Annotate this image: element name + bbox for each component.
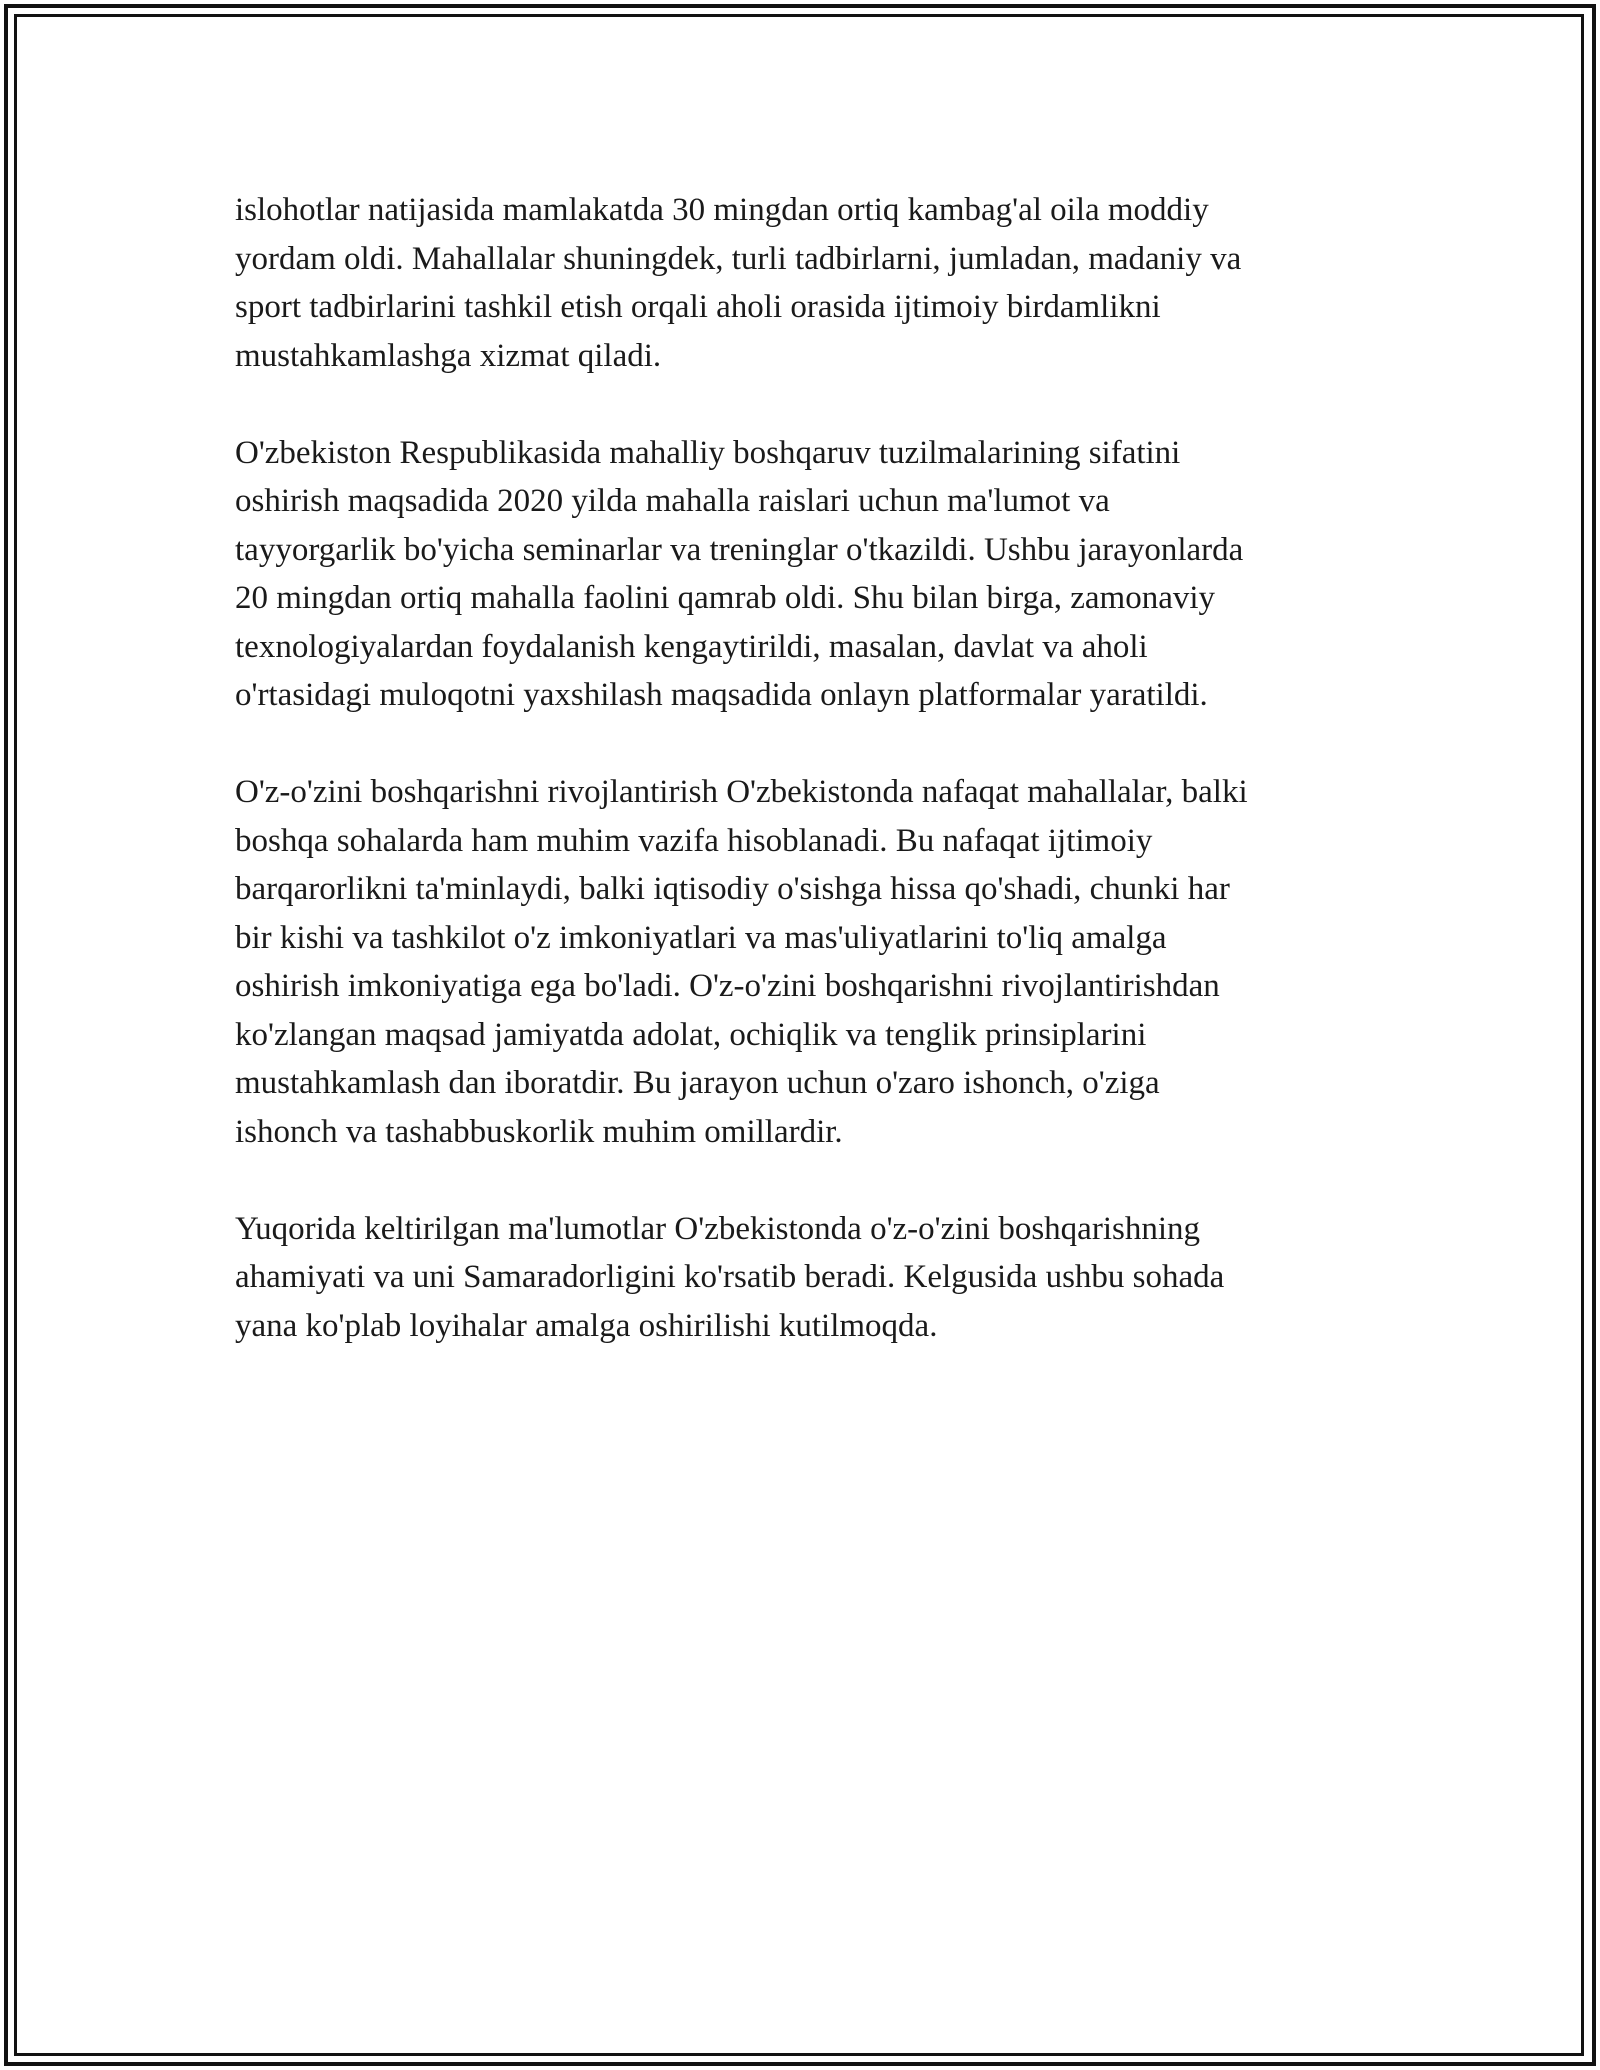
paragraph-line: mustahkamlash dan iboratdir. Bu jarayon uchun o'zaro ishonch, o'ziga xyxy=(235,1065,1160,1101)
paragraph-line: yana ko'plab loyihalar amalga oshirilishi kutilmoqda. xyxy=(235,1307,938,1344)
paragraph-line: O'zbekiston Respublikasida mahalliy boshqaruv tuzilmalarining sifatini xyxy=(235,434,1181,471)
paragraph-2 xyxy=(235,429,1365,720)
paragraph-line: islohotlar natijasida mamlakatda 30 mingdan ortiq kambag'al oila moddiy xyxy=(235,192,1209,228)
paragraph-line: bir kishi va tashkilot o'z imkoniyatlari va mas'uliyatlarini to'liq amalga xyxy=(235,919,1167,956)
paragraph-line: barqarorlikni ta'minlaydi, balki iqtisodiy o'sishga hissa qo'shadi, chunki har xyxy=(235,871,1230,907)
paragraph-line: ishonch va tashabbuskorlik muhim omillardir. xyxy=(235,1113,843,1150)
paragraph-line: tayyorgarlik bo'yicha seminarlar va treninglar o'tkazildi. Ushbu jarayonlarda xyxy=(235,531,1244,568)
paragraph-line: O'z-o'zini boshqarishni rivojlantirish O'zbekistonda nafaqat mahallalar, balki xyxy=(235,774,1248,810)
paragraph-line: texnologiyalardan foydalanish kengaytirildi, masalan, davlat va aholi xyxy=(235,628,1148,665)
paragraph-line: 20 mingdan ortiq mahalla faolini qamrab oldi. Shu bilan birga, zamonaviy xyxy=(235,580,1216,616)
paragraph-line: yordam oldi. Mahallalar shuningdek, turli tadbirlarni, jumladan, madaniy va xyxy=(235,240,1242,277)
paragraph-4 xyxy=(235,1205,1365,1351)
paragraph-line: mustahkamlashga xizmat qiladi. xyxy=(235,337,662,374)
document-body xyxy=(235,186,1365,1399)
paragraph-line: oshirish maqsadida 2020 yilda mahalla raislari uchun ma'lumot va xyxy=(235,483,1110,519)
paragraph-line: boshqa sohalarda ham muhim vazifa hisoblanadi. Bu nafaqat ijtimoiy xyxy=(235,822,1153,859)
paragraph-1 xyxy=(235,186,1365,380)
paragraph-line: o'rtasidagi muloqotni yaxshilash maqsadida onlayn platformalar yaratildi. xyxy=(235,677,1208,713)
paragraph-line: ko'zlangan maqsad jamiyatda adolat, ochiqlik va tenglik prinsiplarini xyxy=(235,1016,1147,1053)
paragraph-line: ahamiyati va uni Samaradorligini ko'rsatib beradi. Kelgusida ushbu sohada xyxy=(235,1259,1225,1295)
paragraph-line: Yuqorida keltirilgan ma'lumotlar O'zbekistonda o'z-o'zini boshqarishning xyxy=(235,1210,1200,1247)
paragraph-line: sport tadbirlarini tashkil etish orqali aholi orasida ijtimoiy birdamlikni xyxy=(235,289,1161,325)
paragraph-3 xyxy=(235,768,1365,1156)
paragraph-line: oshirish imkoniyatiga ega bo'ladi. O'z-o'zini boshqarishni rivojlantirishdan xyxy=(235,968,1220,1004)
